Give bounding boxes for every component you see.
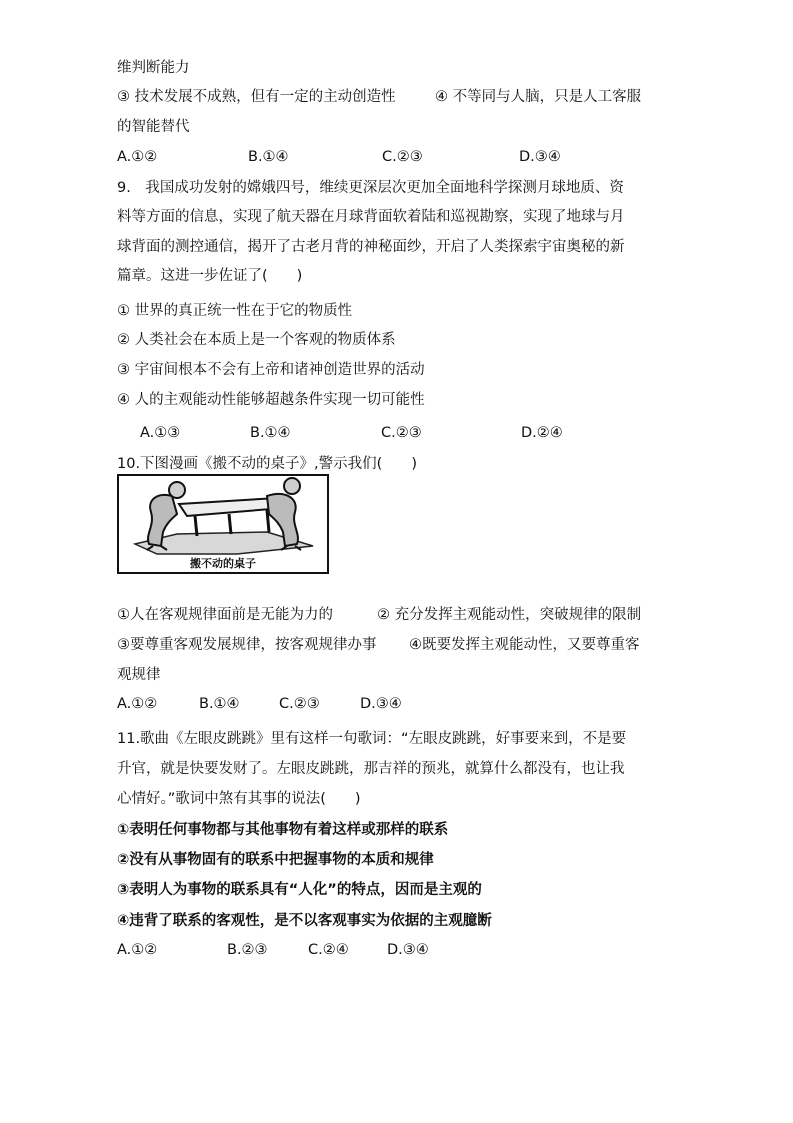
q10-option-d[interactable]: D.③④ [360, 696, 402, 712]
cartoon-left-head [169, 482, 185, 498]
cartoon-right-head [284, 478, 300, 494]
q10-item-2: ② 充分发挥主观能动性，突破规律的限制 [377, 607, 642, 623]
q9-item-3: ③ 宇宙间根本不会有上帝和诸神创造世界的活动 [117, 362, 425, 378]
q11-option-d[interactable]: D.③④ [387, 942, 429, 958]
q10-option-a[interactable]: A.①② [117, 696, 158, 712]
q8-item-3: ③ 技术发展不成熟，但有一定的主动创造性 [117, 89, 396, 105]
q8-item-4-continued: 的智能替代 [117, 119, 190, 135]
q11-option-c[interactable]: C.②④ [308, 942, 349, 958]
q9-item-1: ① 世界的真正统一性在于它的物质性 [117, 303, 353, 319]
q8-option-b[interactable]: B.①④ [248, 149, 289, 165]
q9-stem-line-4: 篇章。这进一步佐证了( ) [117, 268, 303, 284]
cartoon-caption: 搬不动的桌子 [190, 557, 256, 570]
q11-stem-line-2: 升官，就是快要发财了。左眼皮跳跳，那吉祥的预兆，就算什么都没有，也让我 [117, 761, 625, 777]
q9-stem-line-3: 球背面的测控通信，揭开了古老月背的神秘面纱，开启了人类探索宇宙奥秘的新 [117, 239, 625, 255]
q11-stem-line-1: 11.歌曲《左眼皮跳跳》里有这样一句歌词：“左眼皮跳跳，好事要来到，不是要 [117, 731, 627, 747]
q11-option-a[interactable]: A.①② [117, 942, 158, 958]
q11-option-b[interactable]: B.②③ [227, 942, 268, 958]
q11-item-1: ①表明任何事物都与其他事物有着这样或那样的联系 [117, 822, 449, 838]
q9-option-d[interactable]: D.②④ [521, 425, 563, 441]
q10-item-4-continued: 观规律 [117, 667, 161, 683]
q8-item-4: ④ 不等同与人脑，只是人工客服 [435, 89, 642, 105]
q9-item-4: ④ 人的主观能动性能够超越条件实现一切可能性 [117, 392, 425, 408]
q11-item-2: ②没有从事物固有的联系中把握事物的本质和规律 [117, 852, 434, 868]
q8-option-c[interactable]: C.②③ [382, 149, 423, 165]
q9-option-a[interactable]: A.①③ [140, 425, 181, 441]
q10-item-3: ③要尊重客观发展规律，按客观规律办事 [117, 637, 377, 653]
q9-option-c[interactable]: C.②③ [381, 425, 422, 441]
q9-option-b[interactable]: B.①④ [250, 425, 291, 441]
q10-stem: 10.下图漫画《搬不动的桌子》,警示我们( ) [117, 456, 417, 472]
q10-option-c[interactable]: C.②③ [279, 696, 320, 712]
q8-continuation-text: 维判断能力 [117, 60, 190, 76]
q11-item-4: ④违背了联系的客观性，是不以客观事实为依据的主观臆断 [117, 913, 492, 929]
q10-item-4: ④既要发挥主观能动性，又要尊重客 [409, 637, 640, 653]
q11-item-3: ③表明人为事物的联系具有“人化”的特点，因而是主观的 [117, 882, 482, 898]
q10-option-b[interactable]: B.①④ [199, 696, 240, 712]
q8-option-d[interactable]: D.③④ [519, 149, 561, 165]
q9-stem-line-2: 料等方面的信息，实现了航天器在月球背面软着陆和巡视勘察，实现了地球与月 [117, 209, 625, 225]
q9-stem-line-1: 9. 我国成功发射的嫦娥四号，维续更深层次更加全面地科学探测月球地质、资 [117, 180, 624, 196]
q11-stem-line-3: 心情好。”歌词中煞有其事的说法( ) [117, 791, 361, 807]
q10-item-1: ①人在客观规律面前是无能为力的 [117, 607, 333, 623]
q9-item-2: ② 人类社会在本质上是一个客观的物质体系 [117, 332, 396, 348]
cartoon-image [117, 474, 329, 574]
q8-option-a[interactable]: A.①② [117, 149, 158, 165]
